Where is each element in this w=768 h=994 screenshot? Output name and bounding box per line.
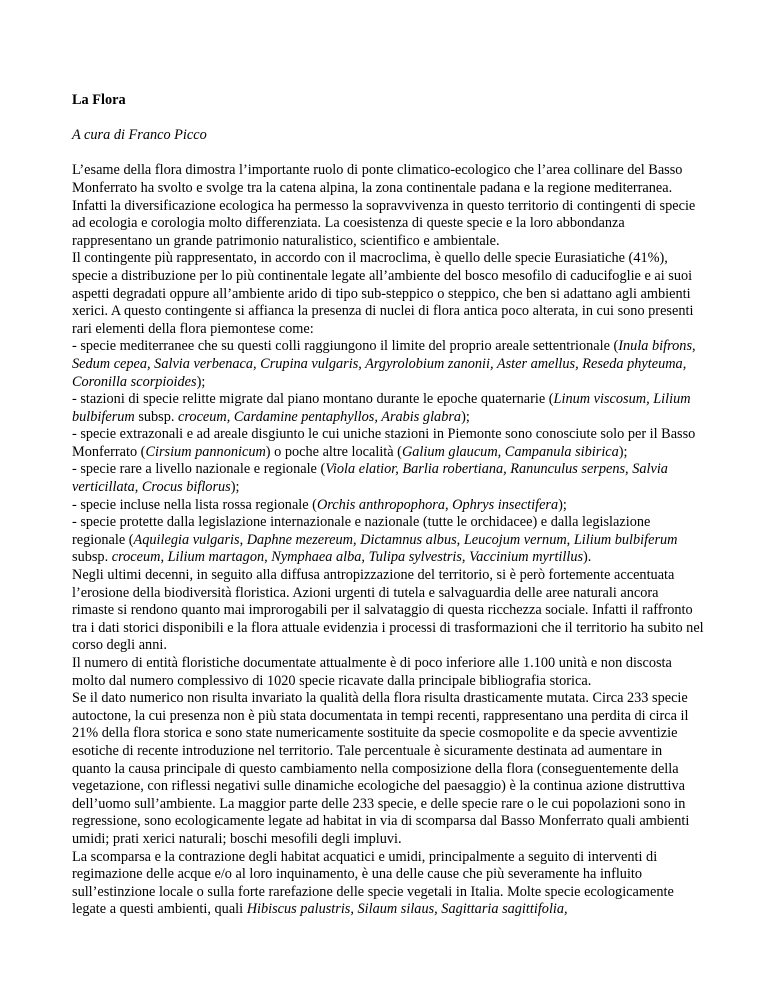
text-run: subsp.: [134, 408, 179, 425]
text-run: );: [461, 408, 470, 425]
paragraph: Il contingente più rappresentato, in accordo con il macroclima, è quello delle specie Eurasiatiche (41%), specie a distribuzione per lo più continentale legate all’ambiente del bosco mesofilo di caducifoglie e ai suoi aspetti degradati oppure all’ambiente arido di tipo sub-steppico o steppico, che ben si adattano agli ambienti xerici. A questo contingente si affianca la presenza di nuclei di flora antica poco alterata, in cui sono presenti rari elementi della flora piemontese come:: [72, 250, 694, 337]
species-name: Aquilegia vulgaris: [133, 531, 240, 548]
document-page: [72, 92, 704, 919]
species-name: Nymphaea alba: [271, 549, 362, 566]
paragraph: [72, 461, 704, 496]
paragraph: [72, 514, 704, 567]
text-run: ,: [353, 531, 361, 548]
paragraph: [72, 497, 704, 515]
text-run: ).: [583, 549, 592, 566]
page-title: La Flora: [72, 92, 126, 108]
text-run: );: [230, 479, 240, 496]
text-run: );: [196, 373, 206, 390]
species-name: Hibiscus palustris, Silaum silaus, Sagittaria sagittifolia,: [246, 901, 568, 918]
species-name: Cirsium pannonicum: [145, 443, 266, 460]
text-run: ) o poche altre località (: [265, 443, 402, 460]
text-run: ,: [566, 531, 574, 548]
species-name: Linum viscosum, Lilium bulbiferum: [72, 391, 691, 425]
text-run: );: [618, 443, 628, 460]
paragraph: [72, 426, 704, 461]
species-name: Tulipa sylvestris: [368, 549, 462, 566]
species-name: Inula bifrons, Sedum cepea, Salvia verbenaca, Crupina vulgaris, Argyrolobium zanonii, Aster amellus, Reseda phyteuma, Coronilla scorpioides: [72, 338, 696, 390]
text-run: - stazioni di specie relitte migrate dal piano montano durante le epoche quaternarie (: [72, 391, 554, 408]
species-name: Daphne mezereum: [246, 531, 353, 548]
text-run: subsp.: [72, 549, 112, 566]
text-run: ,: [239, 531, 247, 548]
species-name: Lilium martagon: [167, 549, 265, 566]
paragraph: Se il dato numerico non risulta invariato la qualità della flora risulta drasticamente mutata. Circa 233 specie autoctone, la cui presenza non è più stata documentata in tempi recenti, rappresentano una perdita di circa il 21% della flora storica e sono state numericamente sostituite da specie cosmopolite e da specie avventizie esotiche di recente introduzione nel territorio. Tale percentuale è sicuramente destinata ad aumentare in quanto la causa principale di questo cambiamento nella composizione della flora (conseguentemente della vegetazione, con riflessi negativi sulle dinamiche ecologiche del paesaggio) è la continua azione distruttiva dell’uomo sull’ambiente. La maggior parte delle 233 specie, e delle specie rare o le cui popolazioni sono in regressione, sono ecologicamente legate ad habitat in via di scomparsa dal Basso Monferrato quali ambienti umidi; prati xerici naturali; boschi mesofili degli impluvi.: [72, 690, 690, 847]
paragraph: [72, 849, 704, 919]
text-run: - specie protette dalla legislazione internazionale e nazionale (tutte le orchidacee) e dalla legislazione regionale (: [72, 514, 651, 548]
text-run: ,: [456, 531, 464, 548]
paragraph: Negli ultimi decenni, in seguito alla diffusa antropizzazione del territorio, si è però fortemente accentuata l’erosione della biodiversità floristica. Azioni urgenti di tutela e salvaguardia delle aree naturali ancora rimaste si rendono quanto mai improrogabili per il salvataggio di questa ricchezza sociale. Infatti il raffronto tra i dati storici disponibili e la flora attuale evidenzia i processi di trasformazioni che il territorio ha subito nel corso degli anni.: [72, 567, 704, 654]
text-run: La scomparsa e la contrazione degli habitat acquatici e umidi, principalmente a seguito di interventi di regimazione delle acque e/o al loro inquinamento, è una delle cause che più severamente ha influito sull’estinzione locale o sulla forte rarefazione delle specie vegetali in Italia. Molte specie ecologicamente legate a questi ambienti, quali: [72, 848, 674, 918]
text-run: ,: [160, 549, 168, 566]
paragraph: [72, 338, 704, 391]
species-name: Orchis anthropophora: [316, 496, 445, 513]
species-name: Galium glaucum, Campanula sibirica: [401, 443, 619, 460]
species-name: Dictamnus albus: [360, 531, 457, 548]
text-run: ,: [264, 549, 272, 566]
species-name: Vaccinium myrtillus: [469, 549, 584, 566]
paragraph: [72, 391, 704, 426]
paragraph: Il numero di entità floristiche documentate attualmente è di poco inferiore alle 1.100 unità e non discosta molto dal numero complessivo di 1020 specie ricavate dalla principale bibliografia storica.: [72, 655, 672, 689]
text-run: ,: [444, 496, 453, 513]
text-run: );: [558, 496, 567, 513]
species-name: Viola elatior, Barlia robertiana, Ranunculus serpens, Salvia verticillata, Crocus biflorus: [72, 461, 668, 496]
species-name: Lilium bulbiferum: [573, 531, 678, 548]
text-run: ,: [361, 549, 369, 566]
document-body: [72, 162, 704, 919]
text-run: - specie incluse nella lista rossa regionale (: [72, 496, 317, 513]
paragraph: L’esame della flora dimostra l’importante ruolo di ponte climatico-ecologico che l’area collinare del Basso Monferrato ha svolto e svolge tra la catena alpina, la zona continentale padana e la regione mediterranea. Infatti la diversificazione ecologica ha permesso la sopravvivenza in questo territorio di contingenti di specie ad ecologia e corologia molto differenziata. La coesistenza di queste specie e la loro abbondanza rappresentano un grande patrimonio naturalistico, scientifico e ambientale.: [72, 162, 696, 249]
text-run: - specie mediterranee che su questi colli raggiungono il limite del proprio areale settentrionale (: [72, 338, 619, 355]
species-name: croceum, Cardamine pentaphyllos, Arabis glabra: [178, 408, 462, 425]
text-run: - specie extrazonali e ad areale disgiunto le cui uniche stazioni in Piemonte sono conosciute solo per il Basso Monferrato (: [72, 426, 696, 460]
author-line: A cura di Franco Picco: [72, 127, 207, 144]
species-name: croceum: [111, 549, 161, 566]
text-run: - specie rare a livello nazionale e regionale (: [72, 461, 326, 478]
text-run: ,: [461, 549, 470, 566]
species-name: Ophrys insectifera: [452, 496, 559, 513]
species-name: Leucojum vernum: [463, 531, 567, 548]
